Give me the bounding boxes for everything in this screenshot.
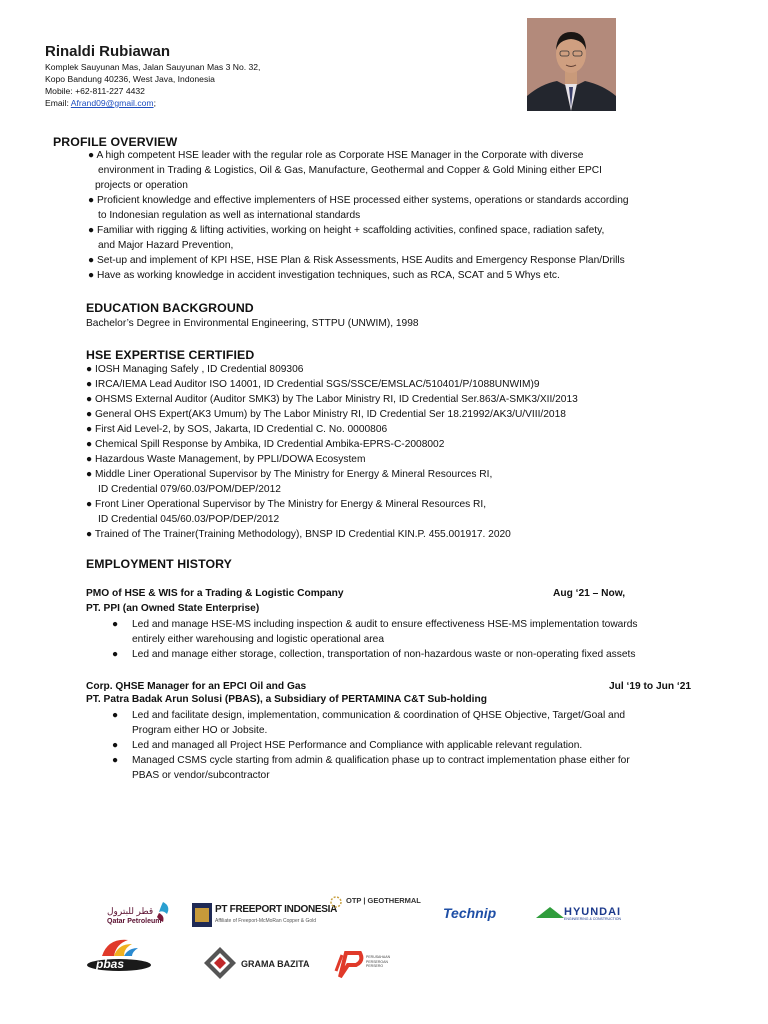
education-heading: EDUCATION BACKGROUND: [86, 301, 254, 315]
qatar-name: Qatar Petroleum: [107, 918, 162, 925]
profile-overview-heading: PROFILE OVERVIEW: [53, 135, 178, 149]
list-item: Led and manage either storage, collection, transportation of non-hazardous waste or non-operating fixed assets: [132, 649, 636, 660]
list-item: ● Set-up and implement of KPI HSE, HSE Plan & Risk Assessments, HSE Audits and Emergency Response Plan/Drills: [88, 255, 625, 266]
list-item-cont: PBAS or vendor/subcontractor: [132, 770, 270, 781]
list-item: ● First Aid Level-2, by SOS, Jakarta, ID Credential C. No. 0000806: [86, 424, 388, 435]
hyundai-sub: ENGINEERING & CONSTRUCTION: [564, 917, 621, 921]
list-item: ● Hazardous Waste Management, by PPLI/DOWA Ecosystem: [86, 454, 366, 465]
bullet-icon: ●: [86, 499, 93, 510]
bullet-icon: ●: [86, 424, 93, 435]
grama-bazita-logo: [203, 946, 333, 980]
bullet-icon: ●: [88, 150, 95, 161]
email-suffix: ;: [153, 98, 156, 108]
list-item: Led and managed all Project HSE Performance and Compliance with applicable relevant regulation.: [132, 740, 583, 751]
list-item: ● Middle Liner Operational Supervisor by The Ministry for Energy & Mineral Resources RI,: [86, 469, 493, 480]
bullet-icon: ●: [88, 195, 95, 206]
list-item: ● IRCA/IEMA Lead Auditor ISO 14001, ID Credential SGS/SSCE/EMSLAC/510401/P/1088UNWIM)9: [86, 379, 540, 390]
expertise-heading: HSE EXPERTISE CERTIFIED: [86, 348, 255, 362]
job1-date: Aug ‘21 – Now,: [553, 588, 626, 599]
email-line: [45, 98, 156, 109]
list-item: ● General OHS Expert(AK3 Umum) by The Labor Ministry RI, ID Credential Ser 18.21992/AK3/U/VIII/2018: [86, 409, 566, 420]
address-line-2: Kopo Bandung 40236, West Java, Indonesia: [45, 74, 215, 84]
email-link[interactable]: Afrand09@gmail.com: [70, 98, 154, 108]
freeport-name: PT FREEPORT INDONESIA: [215, 904, 338, 915]
bullet-icon: ●: [88, 255, 95, 266]
bullet-icon: ●: [112, 755, 119, 766]
hyundai-logo: [536, 906, 654, 922]
bullet-icon: ●: [86, 364, 93, 375]
bullet-icon: ●: [86, 439, 93, 450]
list-item-cont: to Indonesian regulation as well as international standards: [98, 210, 361, 221]
bullet-icon: ●: [86, 529, 93, 540]
list-item: ● OHSMS External Auditor (Auditor SMK3) by The Labor Ministry RI, ID Credential Ser.863/A-SMK3/XII/2013: [86, 394, 578, 405]
list-item: Managed CSMS cycle starting from admin & qualification phase up to contract implementation phase either for: [132, 755, 630, 766]
pp-logo: [334, 949, 404, 981]
employment-heading: EMPLOYMENT HISTORY: [86, 557, 232, 571]
qatar-petroleum-logo: [107, 900, 175, 930]
list-item: Led and facilitate design, implementation, communication & coordination of QHSE Objective, Target/Goal and: [132, 710, 626, 721]
list-item-cont: ID Credential 045/60.03/POP/DEP/2012: [98, 514, 280, 525]
pbas-text: pbas: [96, 957, 125, 971]
job2-company: PT. Patra Badak Arun Solusi (PBAS), a Subsidiary of PERTAMINA C&T Sub-holding: [86, 694, 487, 705]
job1-company: PT. PPI (an Owned State Enterprise): [86, 603, 260, 614]
bullet-icon: ●: [88, 225, 95, 236]
otp-geothermal-logo: [329, 895, 425, 909]
bullet-icon: ●: [112, 710, 119, 721]
address-line-1: Komplek Sauyunan Mas, Jalan Sauyunan Mas 3 No. 32,: [45, 62, 261, 72]
bullet-icon: ●: [112, 740, 119, 751]
list-item-cont: environment in Trading & Logistics, Oil & Gas, Manufacture, Geothermal and Copper & Gold Mining either EPCI: [98, 165, 602, 176]
list-item: ● Have as working knowledge in accident investigation techniques, such as RCA, SCAT and 5 Whys etc.: [88, 270, 560, 281]
qatar-arabic: قطر للبترول: [107, 906, 154, 916]
list-item-cont: projects or operation: [95, 180, 188, 191]
list-item: ● Familiar with rigging & lifting activities, working on height + scaffolding activities, confined space, radiation safety,: [88, 225, 605, 236]
freeport-sub: Affiliate of Freeport-McMoRan Copper & Gold: [215, 918, 317, 924]
candidate-name: Rinaldi Rubiawan: [45, 43, 171, 60]
list-item: ● Front Liner Operational Supervisor by The Ministry for Energy & Mineral Resources RI,: [86, 499, 487, 510]
list-item: Led and manage HSE-MS including inspection & audit to ensure effectiveness HSE-MS implementation towards: [132, 619, 638, 630]
otp-name: OTP | GEOTHERMAL: [346, 896, 421, 905]
grama-name: GRAMA BAZITA: [241, 959, 310, 969]
list-item: ● Trained of The Trainer(Training Methodology), BNSP ID Credential KIN.P. 455.001917. 2020: [86, 529, 511, 540]
list-item-cont: Program either HO or Jobsite.: [132, 725, 268, 736]
hyundai-name: HYUNDAI: [564, 906, 622, 918]
bullet-icon: ●: [86, 469, 93, 480]
education-line: Bachelor’s Degree in Environmental Engineering, STTPU (UNWIM), 1998: [86, 318, 419, 329]
list-item: ● Proficient knowledge and effective implementers of HSE processed either systems, operations or standards according: [88, 195, 629, 206]
bullet-icon: ●: [86, 454, 93, 465]
bullet-icon: ●: [112, 619, 119, 630]
pbas-logo: [86, 934, 152, 972]
list-item: ● Chemical Spill Response by Ambika, ID Credential Ambika-EPRS-C-2008002: [86, 439, 445, 450]
list-item-cont: ID Credential 079/60.03/POM/DEP/2012: [98, 484, 281, 495]
list-item: ● A high competent HSE leader with the regular role as Corporate HSE Manager in the Corporate with diverse: [88, 150, 584, 161]
list-item-cont: and Major Hazard Prevention,: [98, 240, 234, 251]
mobile-number: Mobile: +62-811-227 4432: [45, 86, 145, 96]
job2-date: Jul ‘19 to Jun ‘21: [609, 681, 692, 692]
bullet-icon: ●: [86, 394, 93, 405]
bullet-icon: ●: [86, 409, 93, 420]
list-item: ● IOSH Managing Safely , ID Credential 809306: [86, 364, 304, 375]
bullet-icon: ●: [112, 649, 119, 660]
job1-title: PMO of HSE & WIS for a Trading & Logistic Company: [86, 588, 344, 599]
profile-photo: [527, 18, 616, 111]
job2-title: Corp. QHSE Manager for an EPCI Oil and Gas: [86, 681, 307, 692]
list-item-cont: entirely either warehousing and logistic operational area: [132, 634, 385, 645]
pp-sub: PERUSAHAAN PERSEROAN PERSERO: [366, 955, 391, 968]
technip-logo: Technip: [443, 905, 497, 921]
bullet-icon: ●: [86, 379, 93, 390]
bullet-icon: ●: [88, 270, 95, 281]
email-label: Email:: [45, 98, 71, 108]
freeport-logo: [192, 903, 338, 929]
